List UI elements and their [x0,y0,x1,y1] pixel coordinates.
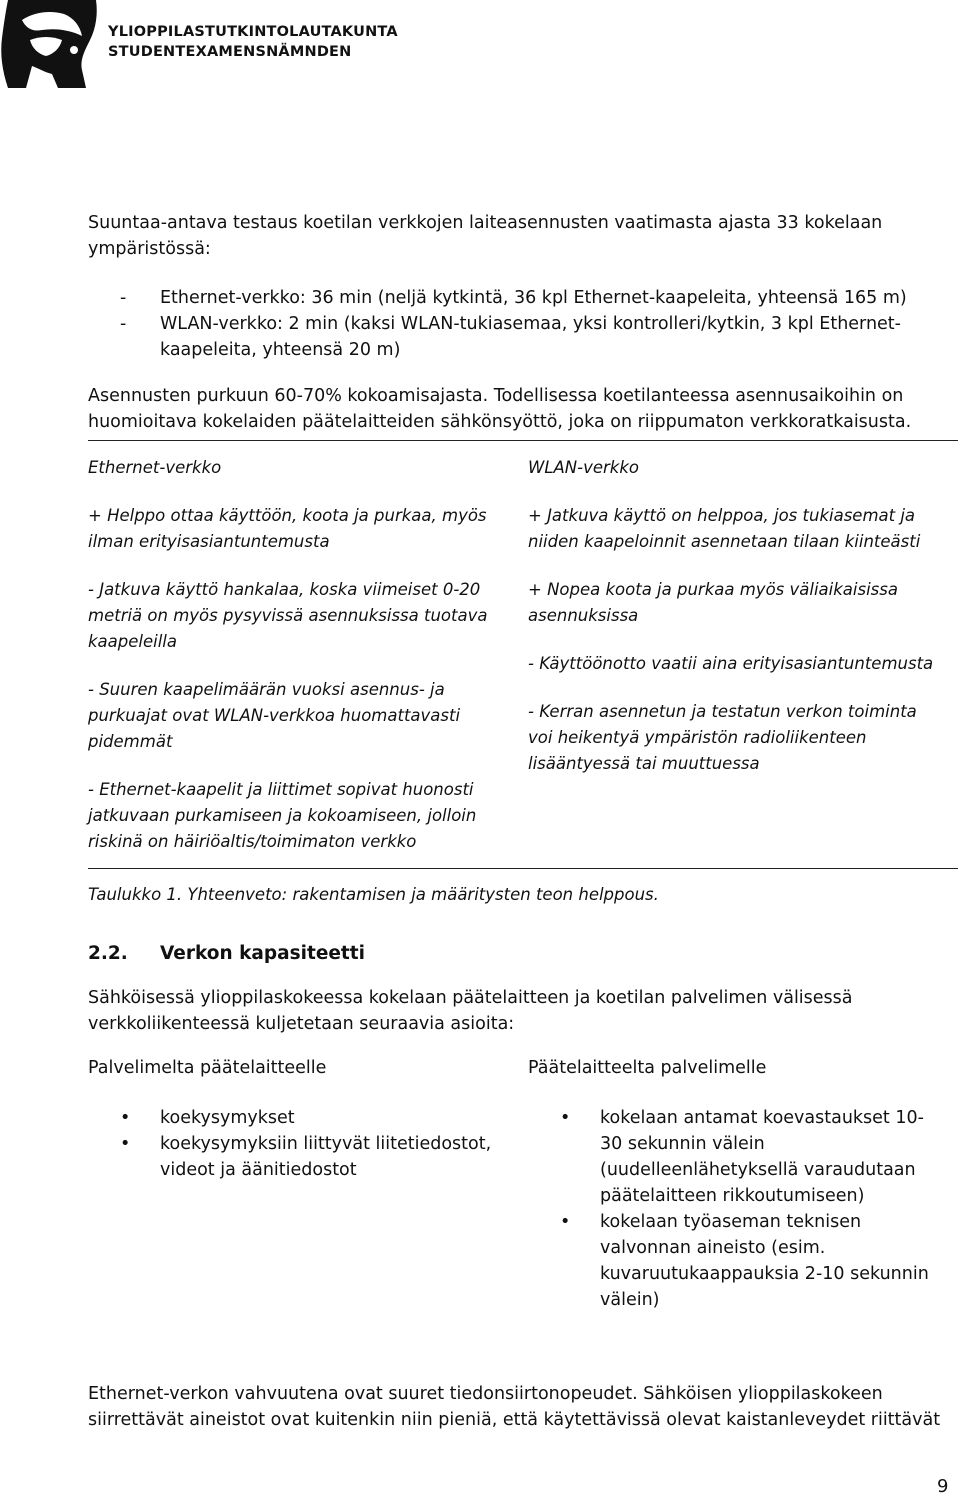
table-cell: - Ethernet-kaapelit ja liittimet sopivat huonosti jatkuvaan purkamiseen ja kokoamiseen, jolloin riskinä on häiriöaltis/toimimaton verkko [88,780,477,851]
organization-name-swedish: STUDENTEXAMENSNÄMNDEN [108,44,352,60]
list-item-text: koekysymykset [160,1108,295,1128]
table-top-rule [88,440,958,441]
client-to-server-list [560,1105,940,1313]
list-item [120,1105,520,1131]
table-cell: + Jatkuva käyttö on helppoa, jos tukiasemat ja niiden kaapeloinnit asennetaan tilaan kiinteästi [528,506,921,551]
list-item [120,1131,520,1183]
section-paragraph: Sähköisessä ylioppilaskokeessa kokelaan päätelaitteen ja koetilan palvelimen välisessä verkkoliikenteessä kuljetetaan seuraavia asioita: [88,988,853,1034]
list-item-text: kokelaan työaseman teknisen valvonnan aineisto (esim. kuvaruutukaappauksia 2-10 sekunnin välein) [600,1212,929,1310]
bullet-icon: • [560,1212,571,1232]
table-cell: - Jatkuva käyttö hankalaa, koska viimeiset 0-20 metriä on myös pysyvissä asennuksissa tuotava kaapeleilla [88,580,488,651]
table-cell: - Kerran asennetun ja testatun verkon toiminta voi heikentyä ympäristön radioliikenteen lisääntyessä tai muuttuessa [528,702,917,773]
disassembly-paragraph: Asennusten purkuun 60-70% kokoamisajasta. Todellisessa koetilanteessa asennusaikoihin on huomioitava kokelaiden päätelaitteiden sähkönsyöttö, joka on riippumaton verkkoratkaisusta. [88,386,912,432]
list-item-text: kokelaan antamat koevastaukset 10-30 sekunnin välein (uudelleenlähetyksellä varaudutaan päätelaitteen rikkoutumiseen) [600,1108,924,1206]
list-header-client-to-server: Päätelaitteelta palvelimelle [528,1058,767,1078]
helmeted-head-logo-icon [0,0,104,88]
bullet-icon: • [120,1108,131,1128]
install-list-item [120,311,940,363]
table-column-wlan [528,455,938,777]
table-caption: Taulukko 1. Yhteenveto: rakentamisen ja määritysten teon helppous. [88,885,659,904]
column-header: WLAN-verkko [528,458,639,477]
list-item [560,1209,940,1313]
bullet-icon: • [120,1134,131,1154]
section-title: Verkon kapasiteetti [160,943,365,964]
table-cell: + Nopea koota ja purkaa myös väliaikaisissa asennuksissa [528,580,898,625]
list-marker: - [120,288,127,308]
table-cell: - Käyttöönotto vaatii aina erityisasiantuntemusta [528,654,934,673]
install-list-item [120,285,940,311]
list-item-text: Ethernet-verkko: 36 min (neljä kytkintä, 36 kpl Ethernet-kaapeleita, yhteensä 165 m) [160,288,907,308]
table-column-ethernet [88,455,498,855]
list-marker: - [120,314,127,334]
organization-name-finnish: YLIOPPILASTUTKINTOLAUTAKUNTA [108,24,398,40]
page-number: 9 [937,1476,949,1497]
list-item-text: WLAN-verkko: 2 min (kaksi WLAN-tukiasemaa, yksi kontrolleri/kytkin, 3 kpl Ethernet-kaapeleita, yhteensä 20 m) [160,314,901,360]
bullet-icon: • [560,1108,571,1128]
table-cell: - Suuren kaapelimäärän vuoksi asennus- ja purkuajat ovat WLAN-verkkoa huomattavasti pidemmät [88,680,461,751]
server-to-client-list [120,1105,520,1183]
column-header: Ethernet-verkko [88,458,222,477]
ethernet-strength-paragraph: Ethernet-verkon vahvuutena ovat suuret tiedonsiirtonopeudet. Sähköisen ylioppilaskokeen siirrettävät aineistot ovat kuitenkin niin pieniä, että käytettävissä olevat kaistanleveydet riittävät [88,1384,941,1430]
table-cell: + Helppo ottaa käyttöön, koota ja purkaa, myös ilman erityisasiantuntemusta [88,506,487,551]
table-bottom-rule [88,868,958,869]
list-item-text: koekysymyksiin liittyvät liitetiedostot, videot ja äänitiedostot [160,1134,492,1180]
intro-paragraph: Suuntaa-antava testaus koetilan verkkojen laiteasennusten vaatimasta ajasta 33 kokelaan ympäristössä: [88,213,883,259]
section-number: 2.2. [88,943,128,964]
list-header-server-to-client: Palvelimelta päätelaitteelle [88,1058,327,1078]
list-item [560,1105,940,1209]
